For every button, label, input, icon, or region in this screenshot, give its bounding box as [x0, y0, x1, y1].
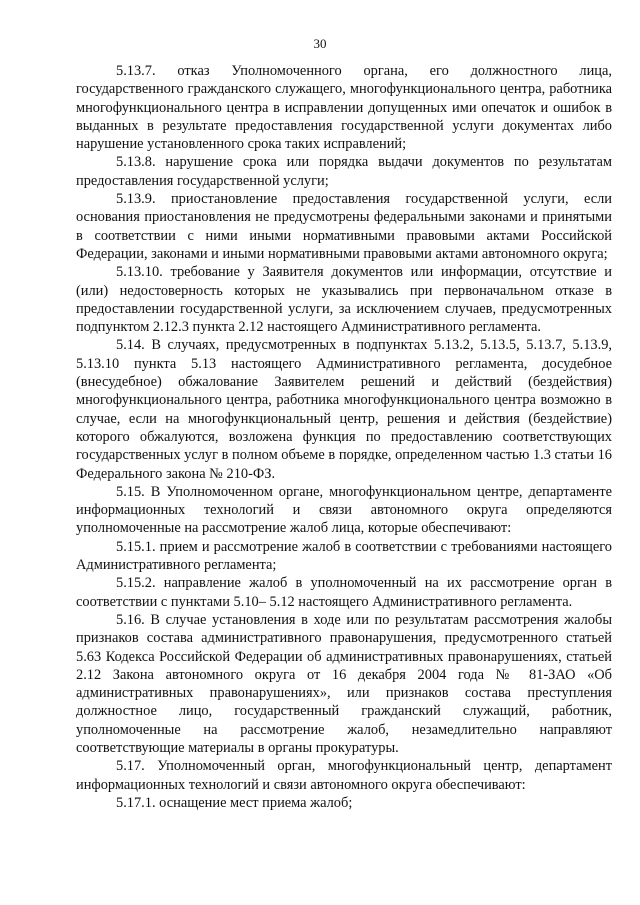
paragraph-5-13-8: 5.13.8. нарушение срока или порядка выдачи документов по результатам предоставления государственной услуги;	[76, 154, 612, 189]
paragraph-5-15-2: 5.15.2. направление жалоб в уполномоченный на их рассмотрение орган в соответствии с пунктами 5.10– 5.12 настоящего Административного регламента.	[76, 575, 612, 610]
paragraph-5-13-7: 5.13.7. отказ Уполномоченного органа, его должностного лица, государственного гражданского служащего, многофункционального центра, работника многофункционального центра в исправлении допущенных ими опечаток и ошибок в выданных в результате предоставления государственной услуги документах либо нарушение установленного срока таких исправлений;	[76, 63, 612, 153]
page-number: 30	[313, 36, 327, 51]
paragraph-5-16: 5.16. В случае установления в ходе или по результатам рассмотрения жалобы признаков состава административного правонарушения, предусмотренного статьей 5.63 Кодекса Российской Федерации об административных правонарушениях, статьей 2.12 Закона автономного округа от 16 декабря 2004 года № 81-ЗАО «Об административных правонарушениях», или признаков состава преступления должностное лицо, государственный гражданский служащий, работник, уполномоченные на рассмотрение жалоб, незамедлительно направляют соответствующие материалы в органы прокуратуры.	[76, 611, 612, 756]
paragraph-5-14: 5.14. В случаях, предусмотренных в подпунктах 5.13.2, 5.13.5, 5.13.7, 5.13.9, 5.13.10 пункта 5.13 настоящего Административного регламента, досудебное (внесудебное) обжалование Заявителем решений и действий (бездействия) многофункционального центра, работника многофункционального центра возможно в случае, если на многофункциональный центр, решения и действия (бездействие) которого обжалуются, возложена функция по предоставлению соответствующих государственных услуг в полном объеме в порядке, определенном частью 1.3 статьи 16 Федерального закона № 210-ФЗ.	[76, 337, 612, 482]
paragraph-5-17: 5.17. Уполномоченный орган, многофункциональный центр, департамент информационных технологий и связи автономного округа обеспечивают:	[76, 758, 612, 793]
paragraph-5-17-1: 5.17.1. оснащение мест приема жалоб;	[116, 794, 353, 811]
paragraph-5-13-10: 5.13.10. требование у Заявителя документов или информации, отсутствие и (или) недостоверность которых не указывались при первоначальном отказе в предоставлении государственной услуги, за исключением случаев, предусмотренных подпунктом 2.12.3 пункта 2.12 настоящего Административного регламента.	[76, 264, 612, 336]
document-body	[76, 62, 612, 812]
paragraph-5-15: 5.15. В Уполномоченном органе, многофункциональном центре, департаменте информационных технологий и связи автономного округа определяются уполномоченные на рассмотрение жалоб лица, которые обеспечивают:	[76, 483, 612, 537]
paragraph-5-15-1: 5.15.1. прием и рассмотрение жалоб в соответствии с требованиями настоящего Административного регламента;	[76, 538, 612, 574]
paragraph-5-13-9: 5.13.9. приостановление предоставления государственной услуги, если основания приостановления не предусмотрены федеральными законами и принятыми в соответствии с ними иными нормативными правовыми актами Российской Федерации, законами и иными нормативными правовыми актами автономного округа;	[76, 191, 612, 262]
